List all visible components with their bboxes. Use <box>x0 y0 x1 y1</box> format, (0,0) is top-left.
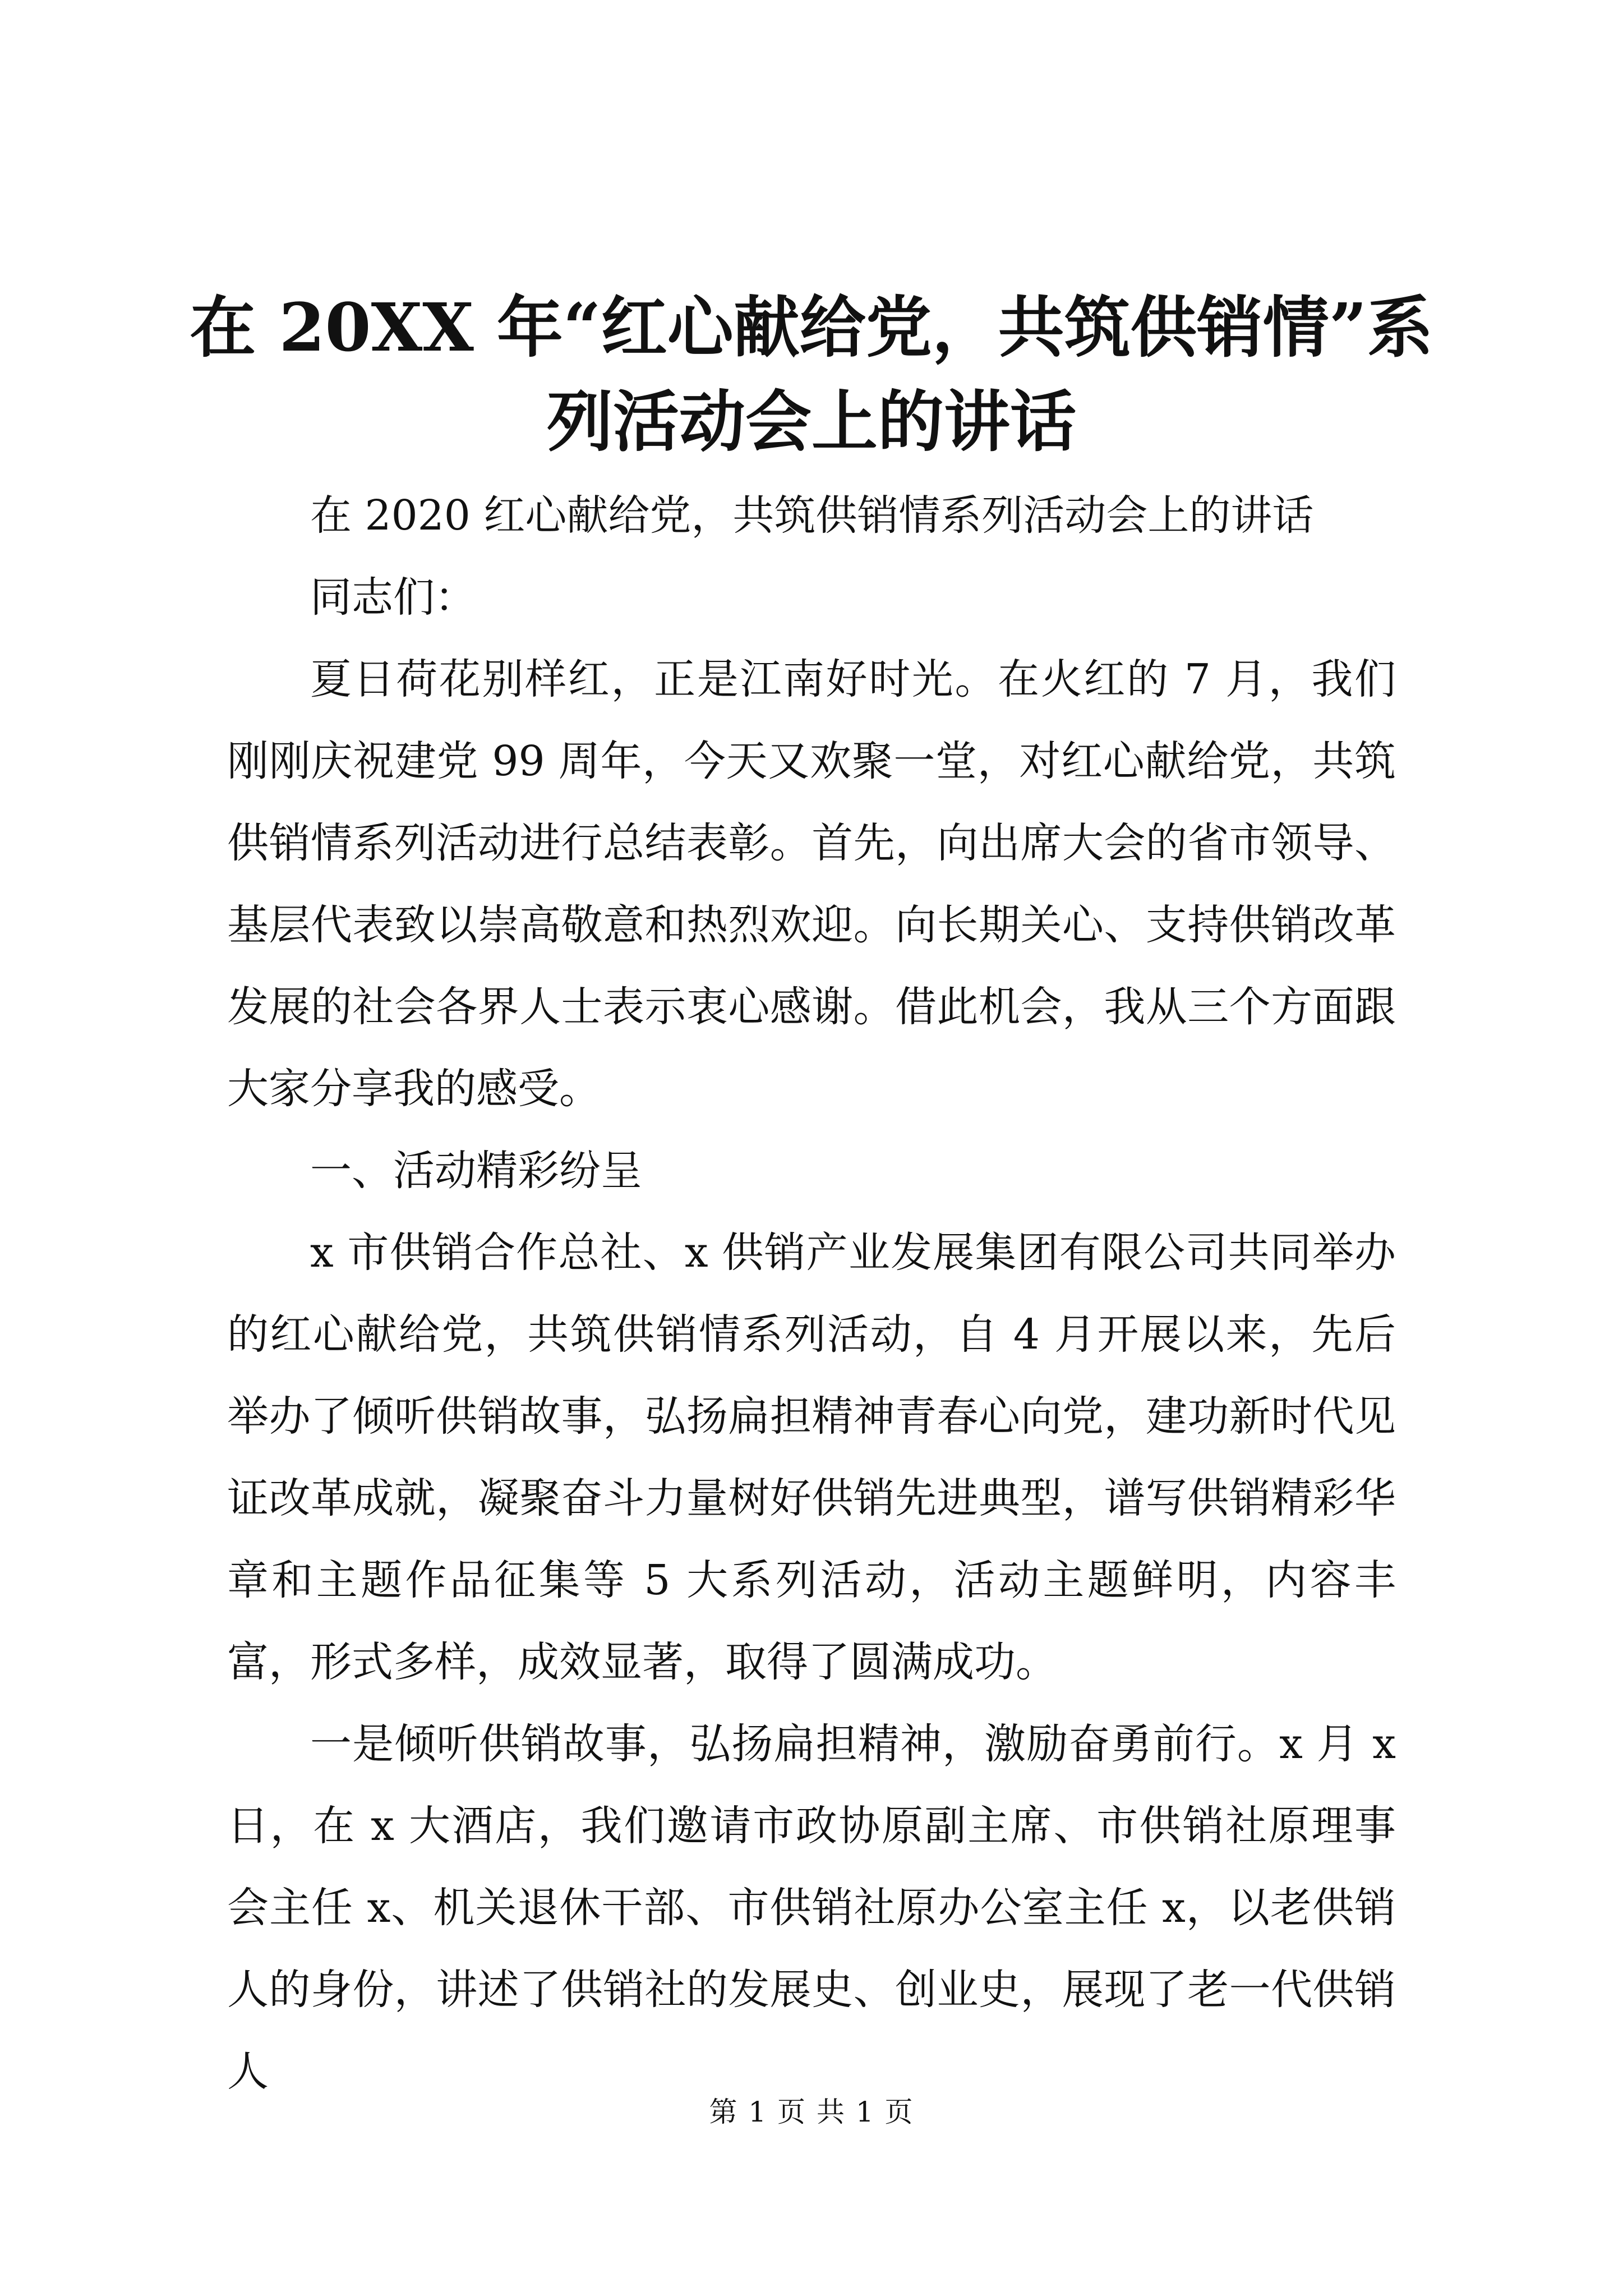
document-title: 在 20XX 年“红心献给党，共筑供销情”系列活动会上的讲话 <box>190 288 1433 461</box>
document-body <box>227 475 1396 2113</box>
page-number-footer: 第 1 页 共 1 页 <box>709 2096 914 2128</box>
section-heading: 一、活动精彩纷呈 <box>310 1147 642 1195</box>
salutation-paragraph: 同志们： <box>310 573 476 622</box>
subtitle-paragraph: 在 2020 红心献给党，共筑供销情系列活动会上的讲话 <box>310 491 1314 540</box>
story-activity-paragraph: 一是倾听供销故事，弘扬扁担精神，激励奋勇前行。x 月 x 日，在 x 大酒店，我们邀请市政协原副主席、市供销社原理事会主任 x、机关退休干部、市供销社原办公室主任 x，以老供销人的身份，讲述了供销社的发展史、创业史，展现了老一代供销人 <box>227 1720 1396 2096</box>
intro-paragraph: 夏日荷花别样红，正是江南好时光。在火红的 7 月，我们刚刚庆祝建党 99 周年，今天又欢聚一堂，对红心献给党，共筑供销情系列活动进行总结表彰。首先，向出席大会的省市领导、基层代表致以崇高敬意和热烈欢迎。向长期关心、支持供销改革发展的社会各界人士表示衷心感谢。借此机会，我从三个方面跟大家分享我的感受。 <box>227 655 1396 1113</box>
activity-summary-paragraph: x 市供销合作总社、x 供销产业发展集团有限公司共同举办的红心献给党，共筑供销情系列活动，自 4 月开展以来，先后举办了倾听供销故事，弘扬扁担精神青春心向党，建功新时代见证改革成就，凝聚奋斗力量树好供销先进典型，谱写供销精彩华章和主题作品征集等 5 大系列活动，活动主题鲜明，内容丰富，形式多样，成效显著，取得了圆满成功。 <box>227 1228 1396 1686</box>
